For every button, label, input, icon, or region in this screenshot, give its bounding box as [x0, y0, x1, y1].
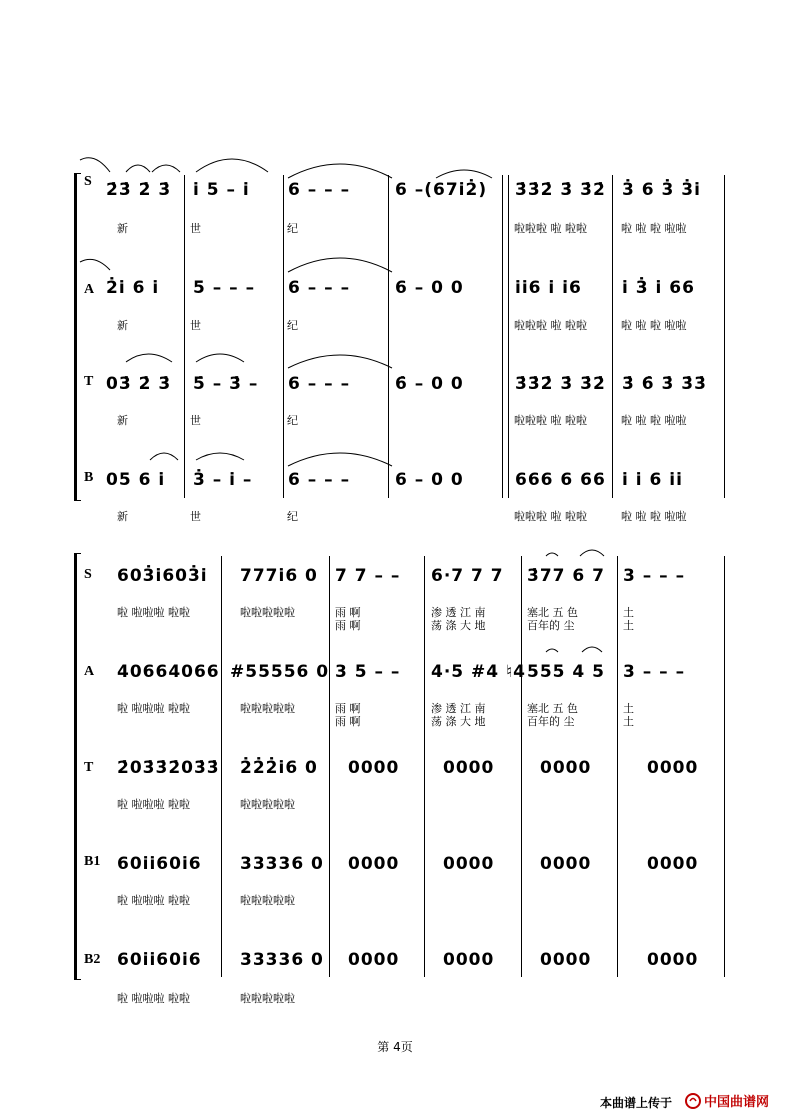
- lyric: 渗 透 江 南: [431, 702, 486, 715]
- lyric: 啦啦啦啦啦: [240, 894, 295, 907]
- slur: [80, 158, 110, 172]
- note-bar: 03̇ 2̇ 3̇: [106, 374, 172, 394]
- note-bar: 6̇ – 0 0: [395, 374, 464, 394]
- slur: [288, 453, 392, 466]
- note-bar: 603̇i̇603̇i̇: [117, 566, 208, 586]
- lyric: 世: [190, 510, 201, 523]
- lyric: 新: [117, 414, 128, 427]
- lyric: 雨 啊: [335, 606, 361, 619]
- lyric-verse2: 雨 啊: [335, 715, 361, 728]
- lyric-verse2: 土: [623, 715, 634, 728]
- site-logo[interactable]: [685, 1090, 785, 1112]
- note-bar: 666 6 66: [515, 470, 606, 490]
- lyric: 新: [117, 319, 128, 332]
- note-bar: 60i̇i̇60i̇6: [117, 854, 202, 874]
- page-number: 第 4页: [377, 1040, 413, 1054]
- voice-label: B: [84, 470, 94, 485]
- note-bar: 2̇03̇3̇2̇03̇3̇: [117, 758, 220, 778]
- lyric-verse2: 土: [623, 619, 634, 632]
- lyric: 渗 透 江 南: [431, 606, 486, 619]
- note-bar: 6 –(67i̇2̇): [395, 180, 488, 200]
- note-bar: 0000: [540, 758, 592, 778]
- lyric: 啦啦啦啦啦: [240, 606, 295, 619]
- lyric: 啦啦啦 啦 啦啦: [514, 319, 587, 332]
- slur: [288, 258, 392, 272]
- voice-label: B1: [84, 854, 101, 869]
- lyric: 新: [117, 222, 128, 235]
- slur: [126, 354, 172, 362]
- lyric: 啦 啦啦啦 啦啦: [117, 992, 190, 1005]
- note-bar: 6 – 0 0: [395, 278, 464, 298]
- note-bar: 0000: [443, 758, 495, 778]
- note-bar: i̇ 5 – i̇: [193, 180, 250, 200]
- tie: [546, 553, 558, 556]
- lyric: 啦 啦啦啦 啦啦: [117, 606, 190, 619]
- lyric: 纪: [287, 222, 298, 235]
- lyric: 啦啦啦啦啦: [240, 992, 295, 1005]
- tie: [546, 649, 558, 652]
- lyric: 土: [623, 606, 634, 619]
- slur: [126, 165, 150, 172]
- tie: [582, 647, 602, 652]
- note-bar: 6 – 0 0: [395, 470, 464, 490]
- note-bar: 3 – – –: [623, 662, 686, 682]
- voice-label: A: [84, 282, 95, 297]
- slur: [80, 259, 110, 270]
- lyric-verse2: 百年的 尘: [527, 715, 575, 728]
- note-bar: 555 4 5: [527, 662, 605, 682]
- note-bar: 0000: [540, 854, 592, 874]
- note-bar: i̇i̇6 i̇ i̇6: [515, 278, 582, 298]
- note-bar: 05 6 i̇: [106, 470, 166, 490]
- lyric: 啦 啦 啦 啦啦: [621, 414, 687, 427]
- lyric: 新: [117, 510, 128, 523]
- site-logo-mark: [685, 1090, 785, 1112]
- lyric: 世: [190, 222, 201, 235]
- slur: [196, 354, 244, 362]
- lyric: 啦 啦 啦 啦啦: [621, 222, 687, 235]
- note-bar: 3̇ – i̇ –: [193, 470, 253, 490]
- tie: [580, 550, 604, 556]
- note-bar: 5 – – –: [193, 278, 256, 298]
- note-bar: 3 5 – –: [335, 662, 401, 682]
- note-bar: 0000: [348, 950, 400, 970]
- lyric: 啦啦啦 啦 啦啦: [514, 222, 587, 235]
- note-bar: 5̇ – 3̇ –: [193, 374, 259, 394]
- note-bar: 3̇3̇2̇ 3̇ 3̇2̇: [515, 374, 606, 394]
- note-bar: 33336 0: [240, 950, 324, 970]
- note-bar: 7 7 – –: [335, 566, 401, 586]
- lyric: 塞北 五 色: [527, 702, 578, 715]
- lyric: 啦啦啦 啦 啦啦: [514, 414, 587, 427]
- slur: [288, 355, 392, 368]
- lyric: 纪: [287, 319, 298, 332]
- note-bar: 2̇3̇ 2̇ 3̇: [106, 180, 172, 200]
- slur: [196, 159, 268, 172]
- lyric: 纪: [287, 510, 298, 523]
- note-bar: 2̇2̇2̇i̇6 0: [240, 758, 318, 778]
- note-bar: 6 – – –: [288, 374, 351, 394]
- upload-credit: 本曲谱上传于: [600, 1096, 673, 1110]
- note-bar: 0000: [647, 950, 699, 970]
- note-bar: 60i̇i̇60i̇6: [117, 950, 202, 970]
- note-bar: 0000: [647, 854, 699, 874]
- lyric: 啦啦啦 啦 啦啦: [514, 510, 587, 523]
- note-bar: 2̇i̇ 6 i̇: [106, 278, 160, 298]
- lyric: 世: [190, 319, 201, 332]
- lyric-verse2: 雨 啊: [335, 619, 361, 632]
- note-bar: 6 – – –: [288, 278, 351, 298]
- lyric-verse2: 百年的 尘: [527, 619, 575, 632]
- lyric: 啦 啦啦啦 啦啦: [117, 798, 190, 811]
- note-bar: 6 – – –: [288, 470, 351, 490]
- voice-label: B2: [84, 952, 101, 967]
- lyric: 世: [190, 414, 201, 427]
- note-bar: 0000: [443, 950, 495, 970]
- note-bar: 40664066: [117, 662, 220, 682]
- slur: [288, 164, 392, 178]
- note-bar: 3̇ 6̇ 3̇ 3̇3̇: [622, 374, 707, 394]
- note-bar: 3̇ 6 3̇ 3̇i̇: [622, 180, 701, 200]
- lyric-verse2: 荡 涤 大 地: [431, 715, 486, 728]
- voice-label: S: [84, 174, 92, 189]
- voice-label: S: [84, 567, 92, 582]
- slur: [150, 453, 178, 460]
- note-bar: i̇ i̇ 6 i̇i̇: [622, 470, 683, 490]
- note-bar: 777i̇6 0: [240, 566, 318, 586]
- lyric: 啦 啦 啦 啦啦: [621, 319, 687, 332]
- note-bar: 3̇3̇2̇ 3̇ 3̇2̇: [515, 180, 606, 200]
- lyric: 啦 啦 啦 啦啦: [621, 510, 687, 523]
- voice-label: T: [84, 760, 94, 775]
- note-bar: 6 – – –: [288, 180, 351, 200]
- lyric: 啦 啦啦啦 啦啦: [117, 702, 190, 715]
- slur: [152, 165, 180, 172]
- note-bar: #55556 0: [230, 662, 330, 682]
- note-bar: 4·5 #4 ♮4: [431, 662, 526, 682]
- note-bar: 6·7 7 7: [431, 566, 504, 586]
- lyric: 土: [623, 702, 634, 715]
- note-bar: 0000: [348, 854, 400, 874]
- site-logo-text: 中国曲谱网: [704, 1095, 770, 1110]
- slur: [436, 170, 492, 178]
- note-bar: 0000: [647, 758, 699, 778]
- lyric: 塞北 五 色: [527, 606, 578, 619]
- lyric: 纪: [287, 414, 298, 427]
- note-bar: 0000: [540, 950, 592, 970]
- voice-label: A: [84, 664, 95, 679]
- lyric-verse2: 荡 涤 大 地: [431, 619, 486, 632]
- note-bar: 33336 0: [240, 854, 324, 874]
- note-bar: 3 – – –: [623, 566, 686, 586]
- lyric: 雨 啊: [335, 702, 361, 715]
- note-bar: 3̇77 6 7: [527, 566, 605, 586]
- note-bar: 0000: [443, 854, 495, 874]
- note-bar: i̇ 3̇ i̇ 66: [622, 278, 695, 298]
- lyric: 啦啦啦啦啦: [240, 702, 295, 715]
- lyric: 啦啦啦啦啦: [240, 798, 295, 811]
- note-bar: 0000: [348, 758, 400, 778]
- slur: [196, 453, 244, 460]
- voice-label: T: [84, 374, 94, 389]
- lyric: 啦 啦啦啦 啦啦: [117, 894, 190, 907]
